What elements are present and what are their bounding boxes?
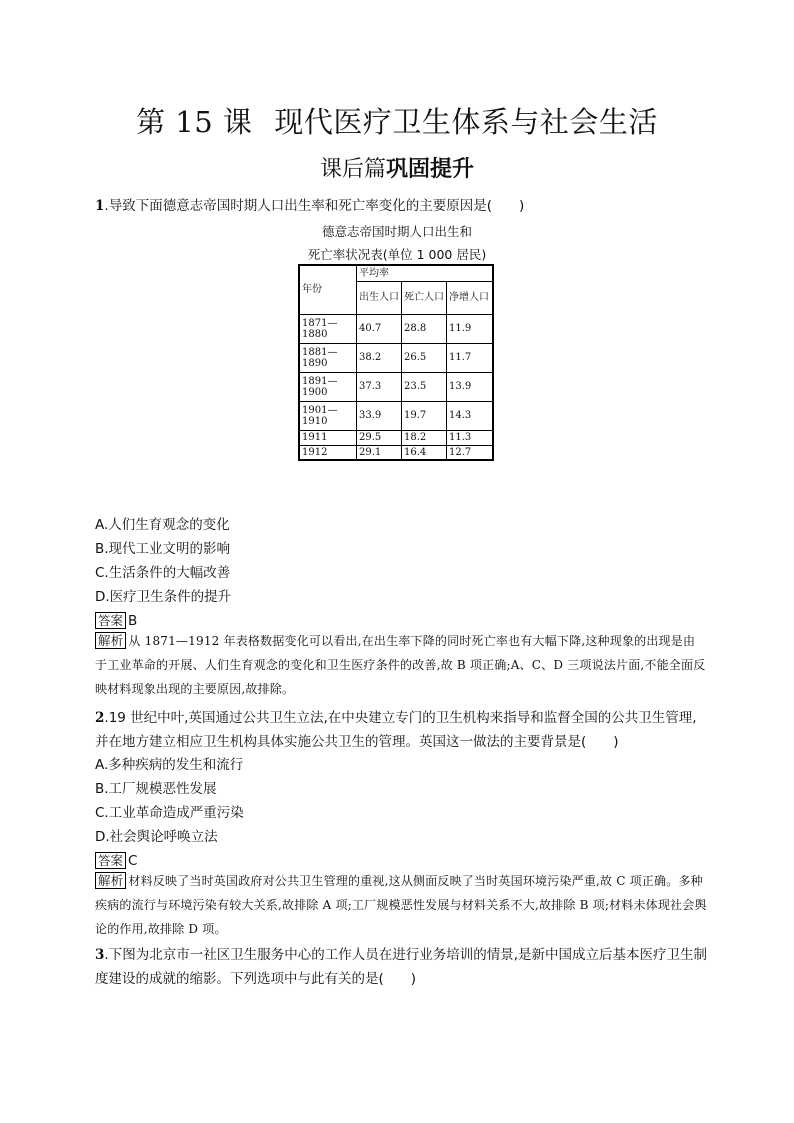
col-header-group: 平均率	[357, 265, 494, 281]
table-row	[299, 314, 493, 343]
cell-birth: 40.7	[357, 314, 402, 343]
cell-death: 23.5	[402, 372, 447, 401]
col-header-death: 死亡人口	[402, 281, 447, 314]
cell-year: 1911	[299, 430, 357, 445]
cell-year: 1891—1900	[299, 372, 357, 401]
population-table	[298, 264, 494, 461]
cell-net: 12.7	[447, 445, 494, 460]
cell-net: 11.9	[447, 314, 494, 343]
question-number: 2	[95, 710, 105, 726]
cell-year: 1912	[299, 445, 357, 460]
option-a[interactable]: A.人们生育观念的变化	[95, 517, 230, 533]
col-header-birth: 出生人口	[357, 281, 402, 314]
cell-birth: 29.5	[357, 430, 402, 445]
question-2-stem	[95, 706, 710, 754]
cell-year: 1901—1910	[299, 401, 357, 430]
table-row	[299, 401, 493, 430]
answer-tag: 答案	[95, 612, 126, 629]
table-row	[299, 445, 493, 460]
cell-death: 28.8	[402, 314, 447, 343]
explain-tag: 解析	[95, 872, 126, 889]
explain-text: 从 1871—1912 年表格数据变化可以看出,在出生率下降的同时死亡率也有大幅下降,这种现象的出现是由于工业革命的开展、人们生育观念的变化和卫生医疗条件的改善,故 B 项正确;A、C、D 三项说法片面,不能全面反映材料现象出现的主要原因,故排除。	[95, 634, 706, 696]
option-b[interactable]: B.现代工业文明的影响	[95, 541, 231, 557]
question-text: .导致下面德意志帝国时期人口出生率和死亡率变化的主要原因是( )	[104, 198, 525, 214]
explanation	[95, 869, 707, 941]
col-header-year: 年份	[299, 265, 357, 314]
cell-net: 11.7	[447, 343, 494, 372]
option-d[interactable]: D.医疗卫生条件的提升	[95, 589, 232, 605]
cell-net: 13.9	[447, 372, 494, 401]
col-header-net: 净增人口	[447, 281, 494, 314]
cell-death: 19.7	[402, 401, 447, 430]
cell-birth: 37.3	[357, 372, 402, 401]
cell-birth: 33.9	[357, 401, 402, 430]
page-title	[0, 100, 794, 141]
answer-line	[95, 852, 137, 870]
question-number: 1	[95, 198, 105, 214]
question-number: 3	[95, 947, 105, 963]
option-a[interactable]: A.多种疾病的发生和流行	[95, 757, 244, 773]
lesson-number: 第 15 课	[136, 105, 253, 139]
table-row	[299, 343, 493, 372]
cell-year: 1871—1880	[299, 314, 357, 343]
option-b[interactable]: B.工厂规模恶性发展	[95, 781, 217, 797]
cell-net: 11.3	[447, 430, 494, 445]
table-caption-1: 德意志帝国时期人口出生和	[321, 224, 472, 239]
question-1-stem	[95, 197, 524, 215]
answer-value: C	[128, 853, 138, 869]
cell-death: 26.5	[402, 343, 447, 372]
subtitle-light: 课后篇	[319, 157, 386, 182]
answer-value: B	[128, 613, 138, 629]
answer-tag: 答案	[95, 852, 126, 869]
cell-birth: 38.2	[357, 343, 402, 372]
table-row	[299, 430, 493, 445]
table-row	[299, 372, 493, 401]
table-caption-2: 死亡率状况表(单位 1 000 居民)	[307, 247, 487, 262]
cell-net: 14.3	[447, 401, 494, 430]
cell-death: 16.4	[402, 445, 447, 460]
question-3-stem	[95, 943, 710, 991]
option-d[interactable]: D.社会舆论呼唤立法	[95, 829, 218, 845]
question-text: .19 世纪中叶,英国通过公共卫生立法,在中央建立专门的卫生机构来指导和监督全国的公共卫生管理,并在地方建立相应卫生机构具体实施公共卫生的管理。英国这一做法的主要背景是( )	[95, 710, 697, 750]
page-subtitle	[0, 152, 794, 183]
cell-birth: 29.1	[357, 445, 402, 460]
explain-tag: 解析	[95, 632, 126, 649]
cell-death: 18.2	[402, 430, 447, 445]
option-c[interactable]: C.生活条件的大幅改善	[95, 565, 231, 581]
explain-text: 材料反映了当时英国政府对公共卫生管理的重视,这从侧面反映了当时英国环境污染严重,故 C 项正确。多种疾病的流行与环境污染有较大关系,故排除 A 项;工厂规模恶性发展与材料关系不大,故排除 B 项;材料未体现社会舆论的作用,故排除 D 项。	[95, 874, 707, 936]
explanation	[95, 629, 707, 701]
option-c[interactable]: C.工业革命造成严重污染	[95, 805, 244, 821]
subtitle-bold: 巩固提升	[386, 157, 475, 182]
cell-year: 1881—1890	[299, 343, 357, 372]
answer-line	[95, 612, 137, 630]
lesson-title: 现代医疗卫生体系与社会生活	[274, 105, 658, 139]
question-text: .下图为北京市一社区卫生服务中心的工作人员在进行业务培训的情景,是新中国成立后基本医疗卫生制度建设的成就的缩影。下列选项中与此有关的是( )	[95, 947, 707, 987]
